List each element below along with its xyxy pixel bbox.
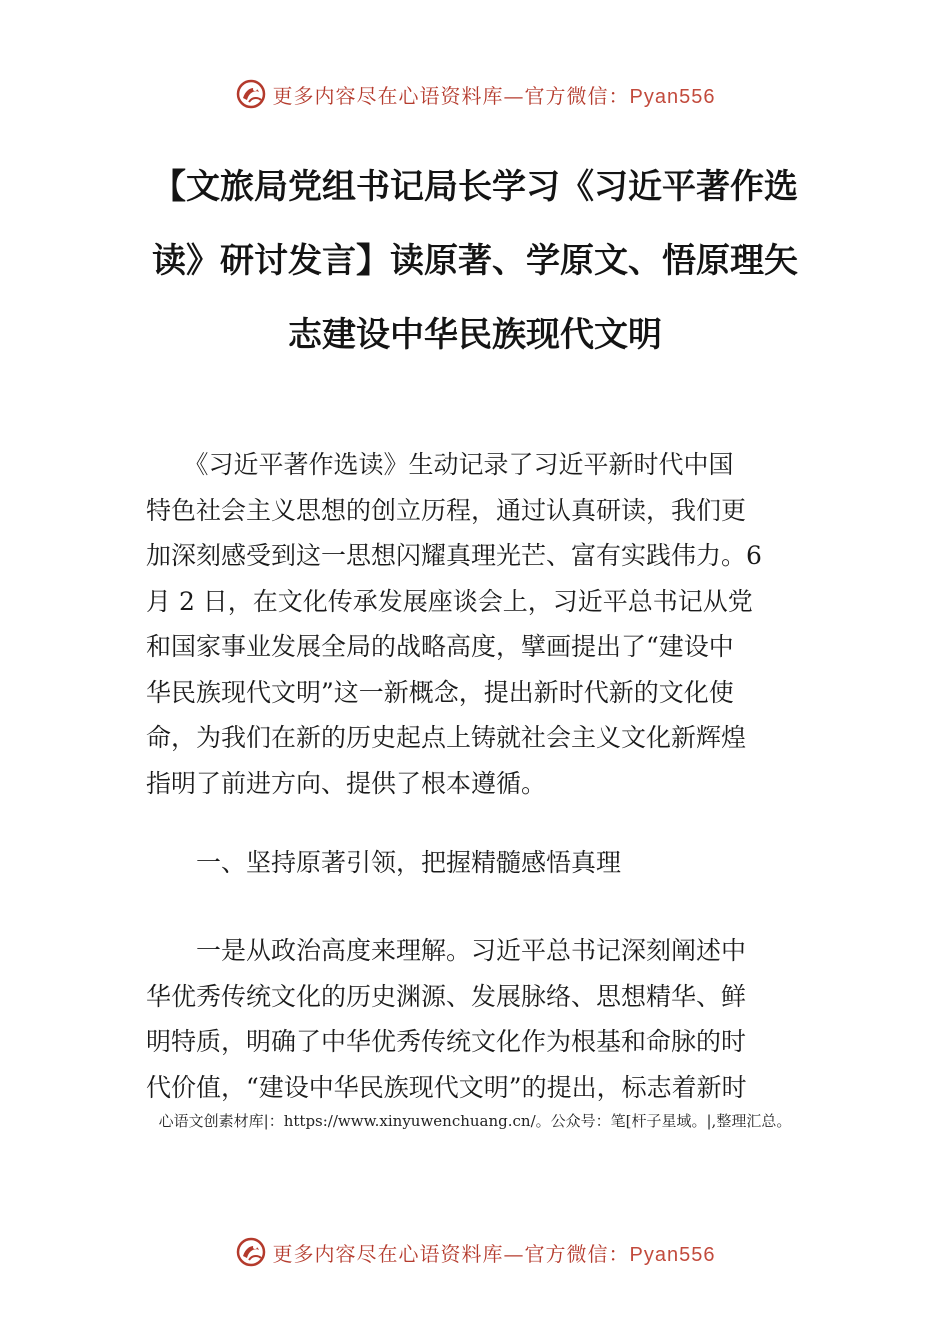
banner-text [273, 1238, 716, 1267]
text-line: 和国家事业发展全局的战略高度，擘画提出了“建设中 [146, 632, 734, 661]
text-line: 月 2 日，在文化传承发展座谈会上，习近平总书记从党 [146, 586, 753, 616]
title-line: 读》研讨发言】读原著、学原文、悟原理矢 [152, 241, 798, 281]
text-line: 一是从政治高度来理解。习近平总书记深刻阐述中 [146, 936, 747, 965]
swirl-logo-icon [235, 1236, 267, 1268]
banner-label: 更多内容尽在心语资料库—官方微信： [272, 1241, 630, 1266]
text-line: 命，为我们在新的历史起点上铸就社会主义文化新辉煌 [146, 723, 747, 752]
text-line: 华民族现代文明”这一新概念，提出新时代新的文化使 [146, 677, 734, 707]
text-line: 指明了前进方向、提供了根本遵循。 [146, 768, 547, 798]
title-line: 志建设中华民族现代文明 [288, 315, 662, 355]
text-line: 《习近平著作选读》生动记录了习近平新时代中国 [146, 450, 734, 479]
document-title [140, 150, 810, 372]
banner-text [273, 80, 716, 109]
title-line: 【文旅局党组书记局长学习《习近平著作选 [152, 167, 798, 207]
text-line: 特色社会主义思想的创立历程，通过认真研读，我们更 [146, 495, 747, 525]
swirl-logo-icon [235, 78, 267, 110]
top-banner [0, 74, 950, 114]
source-note: 心语文创素材库|：https://www.xinyuwenchuang.cn/。公众号：笔[杆子星域。|,整理汇总。 [158, 1112, 792, 1130]
paragraph-intro [146, 442, 808, 806]
bottom-banner [0, 1232, 950, 1272]
text-line: 明特质，明确了中华优秀传统文化作为根基和命脉的时 [146, 1027, 747, 1056]
banner-wechat-id: Pyan556 [629, 1243, 716, 1266]
text-line: 代价值，“建设中华民族现代文明”的提出，标志着新时 [146, 1072, 747, 1102]
banner-wechat-id: Pyan556 [629, 85, 716, 108]
text-line: 加深刻感受到这一思想闪耀真理光芒、富有实践伟力。6 [146, 541, 762, 570]
text-line: 华优秀传统文化的历史渊源、发展脉络、思想精华、鲜 [146, 981, 747, 1011]
section-heading [146, 840, 808, 886]
paragraph-section-one [146, 928, 808, 1110]
banner-label: 更多内容尽在心语资料库—官方微信： [272, 83, 630, 108]
text-line: 一、坚持原著引领，把握精髓感悟真理 [146, 848, 622, 877]
